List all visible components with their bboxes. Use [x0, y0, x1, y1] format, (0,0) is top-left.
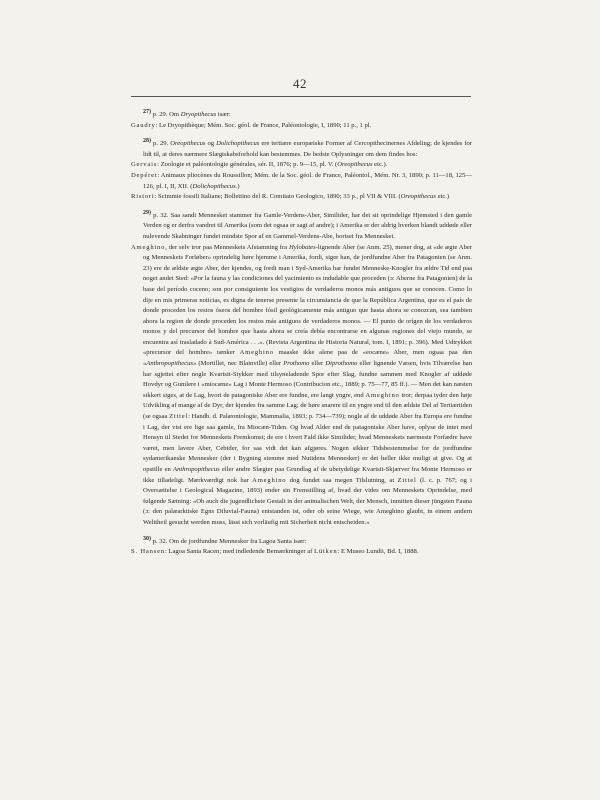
footnote [131, 139, 472, 203]
text-run: : Zoologie et paléontologie générales, sér. II, 1876; p. 9—15, pl. V. ( [157, 161, 338, 169]
text-run: eller [309, 360, 326, 368]
italic-text: Hylobates [288, 243, 316, 251]
footnote-line [131, 121, 472, 132]
italic-text: Dolichopithecus [216, 140, 260, 148]
footnote-ref: 28) [143, 138, 151, 144]
italic-text: Anthropopithecus [173, 466, 220, 473]
text-run: : E Museo Lundii, Bd. I, 1888. [337, 548, 419, 556]
italic-text: Oreopithecus [337, 161, 373, 169]
italic-text: Diprothomo [325, 360, 358, 368]
author-name: Zittel [397, 476, 417, 484]
footnote-ref: 30) [143, 535, 151, 542]
author-name: S. Hansen [131, 548, 165, 556]
text-run: p. 29. Om [152, 111, 181, 118]
author-name: Lütken [314, 548, 338, 556]
italic-text: Oreopithecus [400, 193, 436, 201]
footnote-line [131, 192, 472, 203]
author-name: Gervais [131, 161, 158, 169]
text-run: især: [216, 111, 231, 118]
italic-text: Oreopithecus [170, 140, 206, 148]
text-run: : Le Dryopithèque; Mém. Soc. géol. de France, Paléontologie, I, 1890; 11 p., 1 pl. [155, 121, 372, 129]
text-run: : Animaux pliocènes du Roussillon; Mém. de la Soc. géol. de France, Paléontol., Mém. Nr. 3, 1890; p. 11—18, 125—126, pl. I, II, XII. ( [143, 171, 472, 190]
text-run: etc.). [372, 161, 388, 169]
footnote [131, 537, 472, 558]
text-run: p. 32. Saa sandt Mennesket stammer fra Gamle-Verdens-Aber, Similider, har det sit oprindelige Hjemsted i den gamle Verden og er derfra vandret til Amerika (som det ogsaa er sagt af andre); i Amerika er der aldrig hverken blandt uddøde eller nulevende Skabninger fundet mindste Spor af en Gammel-Verdens-Abe, bortset fra Mennesket. [143, 211, 472, 240]
footnote [131, 211, 472, 529]
text-run: p. 32. Om de jordfundne Mennesker fra Lagoa Santa især: [152, 537, 307, 545]
text-run: maaske ikke alene paa de «eocæne» Aber, men ogsaa paa den « [143, 349, 472, 368]
text-run: : Scimmie fossili Italiane; Bollettino del R. Comitato Geologico, 1890; 33 p., pl VII & VIII. ( [154, 193, 401, 201]
author-name: Depéret [131, 171, 158, 179]
footnote-first-line [131, 139, 472, 160]
text-run: og [205, 140, 217, 148]
footnote-first-line [131, 211, 472, 243]
text-run: dog fundet saa megen Tilslutning, at [286, 476, 398, 484]
text-run: etc.) [435, 193, 450, 201]
text-run: : Lagoa Santa Racen; med indledende Bemærkninger af [164, 548, 314, 556]
text-run: (l. c. p. 767; og i Oversættelse i Geological Magazine, 1893) ender sin Fremstilling af, hvad der vides om Menneskets Oprindelse, med følgende Sætning: «Ob auch die jugendlichste Gestalt in der animalischen Welt, der Mensch, inmitten dieser jüngsten Fauna (ɔ: den palæarktiske Egns Diluvial-Fauna) entstanden ist, oder ob seine Wiege, wie Ameghino glaubt, in einem andern Welttheil gesucht werden muss, lässt sich vorläufig mit Sicherheit nicht entscheiden.» [143, 476, 472, 526]
text-run: tror; derpaa tyder den høje Udvikling af mange af de Dyr, der kjendes fra samme Lag; de høre snarere til en yngre end til den ældste Del af Tertiærtiden (se ogsaa [143, 391, 472, 421]
header-rule [131, 96, 471, 97]
text-run: ) [237, 182, 240, 190]
italic-text: Prothomo [283, 360, 310, 368]
footnote-line [131, 160, 472, 171]
footnote-first-line [131, 537, 472, 548]
author-name: Ameghino [252, 476, 287, 484]
footnote-ref: 27) [143, 108, 151, 115]
author-name: Ameghino [239, 349, 274, 357]
page-number: 42 [293, 76, 307, 91]
footnote-line [131, 171, 472, 192]
footnote-line [131, 243, 472, 529]
text-run: -lignende Aber (se Anm. 25), mener dog, at «de ægte Aber og Menneskets Forløber» oprindelig høre hjemme i Amerika, fordi, siger han, de jordfundne Aber fra Patagonien (se Anm. 23) ere de ældste ægte Aber, der kjendes, og fordi man i Syd-Amerika har fundet Menneske-Knogler fra ældre Tid end paa noget andet Sted: «Por la fauna y las condiciones del yacimiento es indudable que proceden (ɔ: Aberne fra Patagonien) de la base del período coceno; son por consiguiente los vestigios de verdaderos monos más antiguos que se conocen. Como lo dije en mis primeras noticias, es digna de tenerse presente la circunstancia de que la República Argentina, que es el país de donde proceden los restos óseos del hombre fósil geológicamente más antiguo que hasta ahora se conozcan, sea tambien ahora la region de donde proceden los restos más antiguos de verdaderos monos. — El punto de orígen de los verdaderos monos y del precursor del hombre que hasta ahora se creía debía encontrarse en algunas regiones del viejo mundo, se encuentra así trasladado à Sud-América . . .». (Revista Argentina de Historia Natural, tom. I, 1891; p. 396). Med Udtrykket «precursor del hombre» tænker [143, 243, 472, 357]
text-run: » (Mortillet, nec Blainville) eller [192, 360, 284, 368]
italic-text: Dryopithecus [180, 111, 217, 118]
text-run: eller lignende Væsen, hvis Tilværelse han har sgjettet efter nogle Kvartsit-Stykker med tilsyneladende Spor efter Slag, fundne sammen med Knogler af uddøde Hovdyr og Gumlere i «miocæne» Lag i Monte Hermoso (Contribucion etc., 1889; p. 75—77, 85 ff.). — Men det kan næsten sikkert siges, at de Lag, hvori de patagoniske Aber ere fundne, ere langt yngre, end [143, 360, 473, 399]
author-name: Gaudry [131, 121, 156, 129]
author-name: Ameghino [365, 391, 400, 399]
footnote-line [131, 547, 472, 558]
text-run: eller andre Slægter paa Grundlag af de ubetydelige Kvartsit-Skjærver fra Monte Hermoso er ikke tilladeligt. Mærkværdigt nok har [143, 466, 473, 484]
text-run: : Handb. d. Palæontologie, Mammalia, 1893; p. 734—739); nogle af de uddøde Aber fra Europa ere fundne i Lag, der vist ere lige saa gamle, fra Miocæn-Tiden. Og hvad Alder end de patagoniske Aber have, oplyse de intet med Hensyn til Stedet for Menneskets Fremkomst; de ere i hvert Fald ikke Similider, hvad Menneskets nærmeste Forfædre have været, men lavere Aber, Cebider, for saa vidt det kan afgjøres. Nogen sikker Tidsbestemmelse for de jordfundne sydamerikanske Mennesker (der i Bygning stemme med Nutidens Mennesker) er det heller ikke muligt at give. Og at opstille en [143, 413, 473, 473]
text-run: ere tertiære europæiske Former af Cercopithecinernes Afdeling; de kjendes for lidt til, at deres nærmere Slægtskabsforhold kan bestemmes. De bedste Oplysninger om dem findes hos: [143, 140, 473, 158]
footnote [131, 110, 472, 131]
footnotes-section [131, 110, 472, 561]
footnote-ref: 29) [143, 209, 151, 216]
italic-text: Dolichopithecus. [192, 182, 238, 190]
author-name: Ameghino [131, 243, 166, 251]
text-run: , der selv tror paa Menneskets Afstamning fra [165, 243, 289, 251]
text-run: p. 29. [153, 140, 171, 148]
footnote-first-line [131, 110, 472, 121]
author-name: Ristori [131, 193, 155, 201]
italic-text: Anthropopithecus [146, 360, 193, 368]
author-name: Zittel [169, 413, 189, 421]
